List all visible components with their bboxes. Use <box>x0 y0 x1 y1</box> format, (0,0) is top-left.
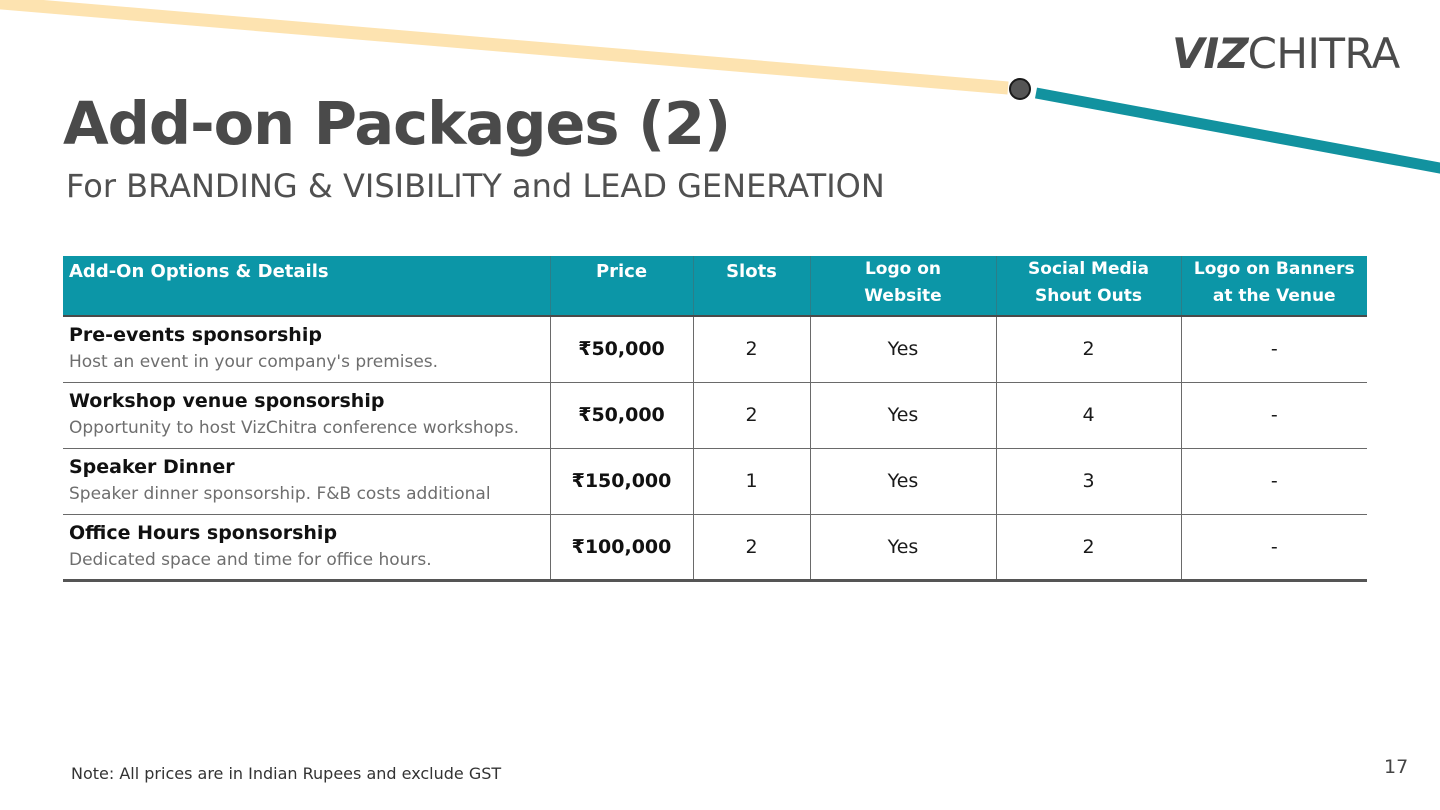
pricing-note: Note: All prices are in Indian Rupees and exclude GST <box>71 764 502 783</box>
header-logo-website-line2: Website <box>864 286 942 306</box>
page-subtitle: For BRANDING & VISIBILITY and LEAD GENERATION <box>66 167 885 205</box>
slots-cell: 2 <box>693 514 810 580</box>
banners-cell: - <box>1181 382 1367 448</box>
price-cell <box>550 316 693 382</box>
price-value: ₹50,000 <box>578 338 665 361</box>
logo-website-cell: Yes <box>810 382 996 448</box>
timeline-dot <box>1010 79 1030 99</box>
header-social-line1: Social Media <box>1028 259 1149 279</box>
price-value: ₹150,000 <box>571 470 672 492</box>
social-cell: 2 <box>996 316 1181 382</box>
header-social-media <box>996 256 1181 316</box>
logo-text-bold: VIZ <box>1172 29 1248 78</box>
logo-text-light: CHITRA <box>1247 29 1400 78</box>
price-cell <box>550 382 693 448</box>
price-value: ₹50,000 <box>578 404 665 426</box>
option-cell <box>63 316 550 382</box>
yellow-accent-line <box>0 2 1008 88</box>
banners-cell: - <box>1181 316 1367 382</box>
option-cell <box>63 382 550 448</box>
banners-cell: - <box>1181 448 1367 514</box>
option-cell <box>63 448 550 514</box>
logo-website-cell: Yes <box>810 448 996 514</box>
option-description: Host an event in your company's premises. <box>69 352 439 372</box>
header-price: Price <box>550 256 693 316</box>
option-description: Dedicated space and time for office hours. <box>69 549 432 570</box>
option-cell <box>63 514 550 580</box>
table-row <box>63 382 1367 448</box>
option-name: Office Hours sponsorship <box>69 521 338 544</box>
header-logo-banners <box>1181 256 1367 316</box>
banners-cell: - <box>1181 514 1367 580</box>
header-banners-line2: at the Venue <box>1212 286 1336 306</box>
option-name: Speaker Dinner <box>69 455 235 478</box>
header-banners-line1: Logo on Banners <box>1193 259 1355 279</box>
option-name: Pre-events sponsorship <box>69 324 322 346</box>
header-slots: Slots <box>693 256 810 316</box>
header-social-line2: Shout Outs <box>1035 286 1142 306</box>
header-logo-website <box>810 256 996 316</box>
option-name: Workshop venue sponsorship <box>69 389 385 412</box>
table-row <box>63 316 1367 382</box>
table-row <box>63 514 1367 580</box>
logo-website-cell: Yes <box>810 316 996 382</box>
page-title: Add-on Packages (2) <box>63 89 731 158</box>
table-row <box>63 448 1367 514</box>
social-cell: 4 <box>996 382 1181 448</box>
slots-cell: 2 <box>693 316 810 382</box>
price-cell <box>550 514 693 580</box>
price-value: ₹100,000 <box>571 535 672 558</box>
slots-cell: 1 <box>693 448 810 514</box>
social-cell: 2 <box>996 514 1181 580</box>
header-option: Add-On Options & Details <box>63 256 550 316</box>
logo-website-cell: Yes <box>810 514 996 580</box>
vizchitra-logo <box>1172 30 1400 78</box>
header-logo-website-line1: Logo on <box>864 259 942 279</box>
option-description: Speaker dinner sponsorship. F&B costs additional <box>69 483 491 504</box>
page-number: 17 <box>1384 756 1409 778</box>
teal-accent-line <box>1036 93 1440 169</box>
price-cell <box>550 448 693 514</box>
option-description: Opportunity to host VizChitra conference workshops. <box>69 417 519 438</box>
social-cell: 3 <box>996 448 1181 514</box>
addon-packages-table <box>63 256 1367 582</box>
table-header-row <box>63 256 1367 316</box>
slots-cell: 2 <box>693 382 810 448</box>
